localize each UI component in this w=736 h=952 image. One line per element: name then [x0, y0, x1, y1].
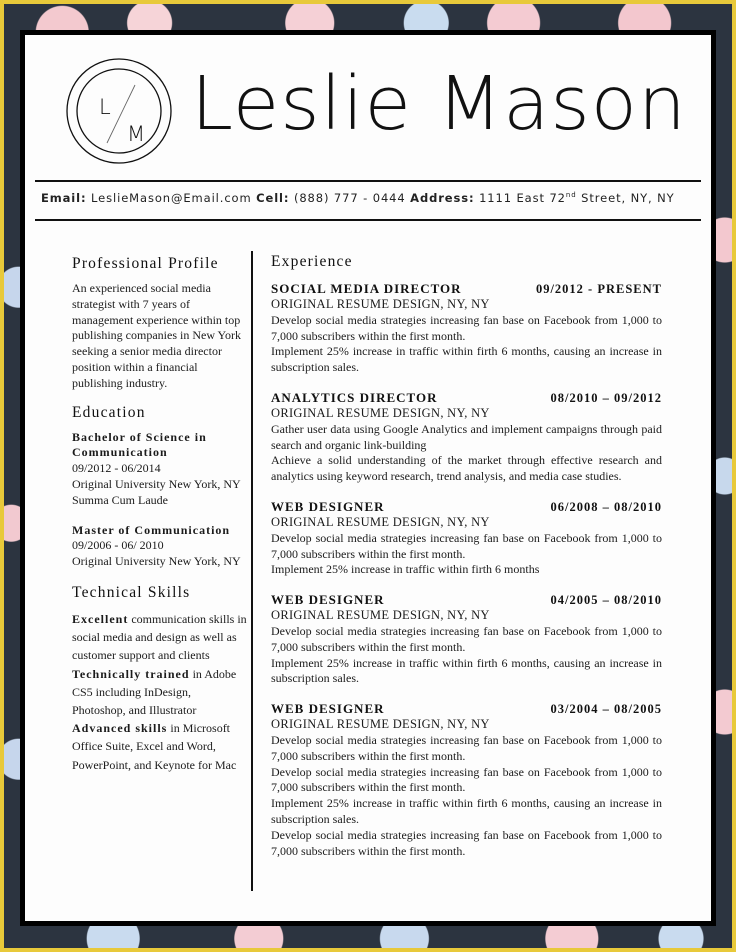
job-title: WEB DESIGNER [271, 498, 385, 514]
resume-page [20, 30, 716, 926]
skill-item: Advanced skills in Microsoft Office Suite, Excel and Word, PowerPoint, and Keynote for Mac [72, 721, 237, 772]
skills-list [72, 610, 247, 774]
job-bullets: Develop social media strategies increasing fan base on Facebook from 1,000 to 7,000 subscribers within the first month. Implement 25% increase in traffic within firth 6 months, causing an increase in subscription sales. [271, 623, 662, 686]
experience-section [271, 253, 662, 873]
job-entry [271, 499, 662, 578]
job-dates: 09/2012 - PRESENT [535, 282, 662, 296]
job-bullets: Develop social media strategies increasing fan base on Facebook from 1,000 to 7,000 subscribers within the first month. Implement 25% increase in traffic within firth 6 months, causing an increase in subscription sales. [271, 312, 662, 375]
email-value[interactable]: LeslieMason@Email.com [91, 191, 252, 205]
job-entry [271, 592, 662, 687]
education-school: Original University New York, NY [72, 554, 241, 569]
education-heading: Education [72, 403, 146, 421]
header-divider-bottom [35, 219, 701, 221]
job-bullets: Develop social media strategies increasing fan base on Facebook from 1,000 to 7,000 subscribers within the first month. Develop social media strategies increasing fan base on Facebook from 1,000 to 7,000 subscribers within the first month. Implement 25% increase in traffic within firth 6 months, causing an increase in subscription sales. Develop social media strategies increasing fan base on Facebook from 1,000 to 7,000 subscribers within the first month. [271, 732, 662, 858]
job-title: SOCIAL MEDIA DIRECTOR [271, 281, 462, 296]
left-column [72, 255, 247, 774]
job-company: ORIGINAL RESUME DESIGN, NY, NY [271, 608, 490, 623]
job-title: WEB DESIGNER [271, 592, 385, 608]
job-company: ORIGINAL RESUME DESIGN, NY, NY [271, 717, 490, 732]
profile-text: An experienced social media strategist with 7 years of management experience within top publishing companies in New York seeking a senior media director position within a financial publishing industry. [72, 281, 241, 390]
cell-label: Cell: [256, 191, 290, 205]
job-entry [271, 390, 662, 485]
job-bullets: Develop social media strategies increasing fan base on Facebook from 1,000 to 7,000 subscribers within the first month. Implement 25% increase in traffic within firth 6 months [271, 530, 662, 577]
monogram-last-initial: M [127, 122, 146, 146]
job-dates: 08/2010 – 09/2012 [550, 390, 662, 405]
candidate-name: Leslie Mason [191, 61, 687, 147]
education-dates: 09/2012 - 06/2014 [72, 461, 161, 476]
job-title: WEB DESIGNER [271, 701, 385, 717]
column-divider [251, 251, 253, 891]
skill-item: Technically trained in Adobe CS5 including InDesign, Photoshop, and Illustrator [72, 666, 237, 717]
education-degree: Master of Communication [72, 522, 231, 537]
job-bullets: Gather user data using Google Analytics and implement campaigns through paid search and organic link-building Achieve a solid understanding of the market through effective research and analytics using keyword research, trend analysis, and media case studies. [271, 421, 662, 484]
contact-line [41, 191, 695, 205]
profile-heading: Professional Profile [72, 255, 219, 272]
address-value: 1111 East 72nd Street, NY, NY [479, 191, 675, 205]
experience-heading: Experience [271, 253, 353, 270]
education-degree: Bachelor of Science in Communication [72, 429, 207, 460]
cell-value: (888) 777 - 0444 [293, 191, 406, 205]
education-honor: Summa Cum Laude [72, 492, 168, 507]
skill-item: Excellent communication skills in social media and design as well as customer support and clients [72, 611, 247, 663]
monogram-logo [65, 57, 173, 165]
job-company: ORIGINAL RESUME DESIGN, NY, NY [271, 297, 490, 311]
job-entry [271, 701, 662, 859]
job-company: ORIGINAL RESUME DESIGN, NY, NY [271, 514, 490, 529]
job-title: ANALYTICS DIRECTOR [271, 389, 438, 405]
job-dates: 06/2008 – 08/2010 [550, 499, 662, 514]
job-entry [271, 281, 662, 376]
monogram-first-initial: L [99, 95, 111, 119]
job-company: ORIGINAL RESUME DESIGN, NY, NY [271, 405, 490, 420]
header-divider-top [35, 180, 701, 182]
education-item [72, 430, 247, 509]
address-label: Address: [410, 191, 475, 205]
education-item [72, 523, 247, 570]
email-label: Email: [41, 191, 87, 205]
job-dates: 03/2004 – 08/2005 [550, 702, 662, 717]
education-school: Original University New York, NY [72, 476, 241, 491]
job-dates: 04/2005 – 08/2010 [550, 593, 662, 608]
skills-heading: Technical Skills [72, 583, 191, 601]
education-dates: 09/2006 - 06/ 2010 [72, 538, 164, 553]
